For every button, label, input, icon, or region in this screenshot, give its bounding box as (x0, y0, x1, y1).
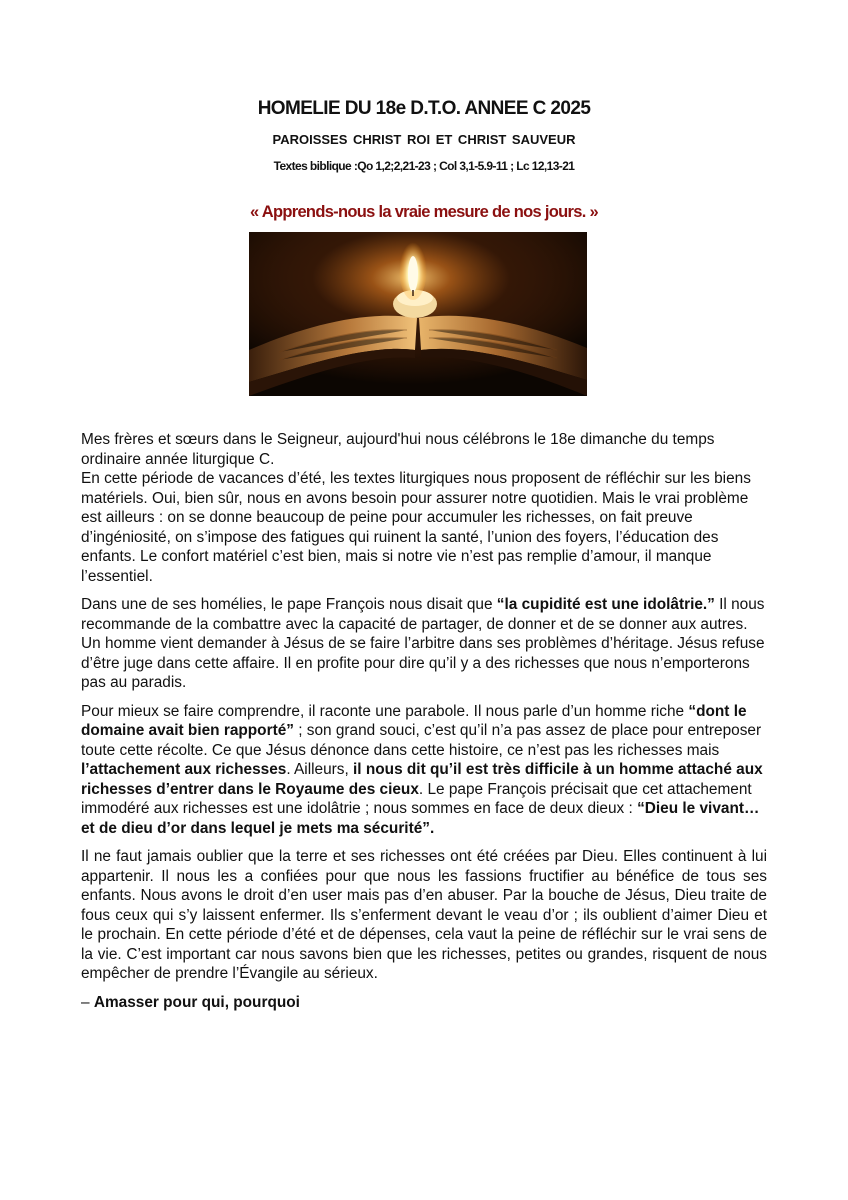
bold-quote: “Dieu le vivant… et de dieu d’or dans lequel je mets ma sécurité”. (81, 800, 760, 837)
paragraph-text: Pour mieux se faire comprendre, il raconte une parabole. Il nous parle d’un homme riche (81, 702, 689, 720)
paragraph-text: ; son grand souci, c’est qu’il n’a pas assez de place pour entreposer toute cette récolte. Ce que Jésus dénonce dans cette histoire, ce n’est pas les richesses mais (81, 722, 762, 759)
homily-quote: « Apprends-nous la vraie mesure de nos jours. » (250, 203, 598, 221)
bible-references: Textes biblique :Qo 1,2;2,21-23 ; Col 3,1-5.9-11 ; Lc 12,13-21 (273, 159, 575, 173)
paragraph-text: . Ailleurs, (286, 761, 354, 778)
dash: – (81, 993, 94, 1011)
section-heading (81, 993, 767, 1013)
bold-quote: “dont le domaine avait bien rapporté” (81, 702, 747, 739)
homily-body (81, 430, 767, 1021)
paragraph-intro: Mes frères et sœurs dans le Seigneur, aujourd'hui nous célébrons le 18e dimanche du temps ordinaire année liturgique C. (81, 431, 715, 468)
section-heading-text: Amasser pour qui, pourquoi (93, 993, 300, 1011)
paragraph-vacances: En cette période de vacances d’été, les textes liturgiques nous proposent de réfléchir sur les biens matériels. Oui, bien sûr, nous en avons besoin pour assurer notre quotidien. Mais le vrai problème est ailleurs : on se donne beaucoup de peine pour accumuler les richesses, on fait preuve d’ingéniosité, on s’impose des fatigues qui ruinent la santé, l’union des foyers, l’éducation des enfants. Le confort matériel c’est bien, mais si notre vie n’est pas remplie d’amour, il manque l’essentiel. (81, 470, 751, 585)
bold-quote: “la cupidité est une idolâtrie.” (496, 596, 715, 613)
paragraph-cupidite (81, 595, 767, 693)
candle-on-open-book-photo (249, 232, 587, 396)
paragraph-text: . Le pape François précisait que cet attachement immodéré aux richesses est une idolâtrie ; nous sommes en face de deux dieux : (81, 780, 752, 817)
bold-phrase: l’attachement aux richesses (81, 761, 287, 778)
paragraph-text: Il nous recommande de la combattre avec la capacité de partager, de donner et de se donner aux autres. Un homme vient demander à Jésus de se faire l’arbitre dans ses problèmes d’héritage. Jésus refuse d’être juge dans cette affaire. Il en profite pour dire qu’il y a des richesses que nous n’emporterons pas au paradis. (81, 596, 765, 691)
page-subtitle: PAROISSES CHRIST ROI ET CHRIST SAUVEUR (272, 132, 576, 147)
candle-book-illustration (249, 232, 587, 396)
bold-phrase: il nous dit qu’il est très difficile à un homme attaché aux richesses d’entrer dans le Royaume des cieux (81, 761, 763, 798)
paragraph-text: Dans une de ses homélies, le pape François nous disait que (81, 596, 497, 613)
paragraph-parabole (81, 702, 767, 839)
page-title: HOMELIE DU 18e D.T.O. ANNEE C 2025 (257, 98, 591, 119)
paragraph-terre: Il ne faut jamais oublier que la terre et ses richesses ont été créées par Dieu. Elles continuent à lui appartenir. Il nous les a confiées pour que nous les fassions fructifier au bénéfice de tous ses enfants. Nous avons le droit d’en user mais pas d’en abuser. Par la bouche de Jésus, Dieu traite de fous ceux qui s’y laissent enfermer. Ils s’enferment devant le veau d’or ; ils oublient d’aimer Dieu et le prochain. En cette période d’été et de dépenses, cela vaut la peine de réfléchir sur le vrai sens de la vie. C’est important car nous savons bien que les richesses, petites ou grandes, risquent de nous empêcher de prendre l’Évangile au sérieux. (81, 848, 767, 982)
